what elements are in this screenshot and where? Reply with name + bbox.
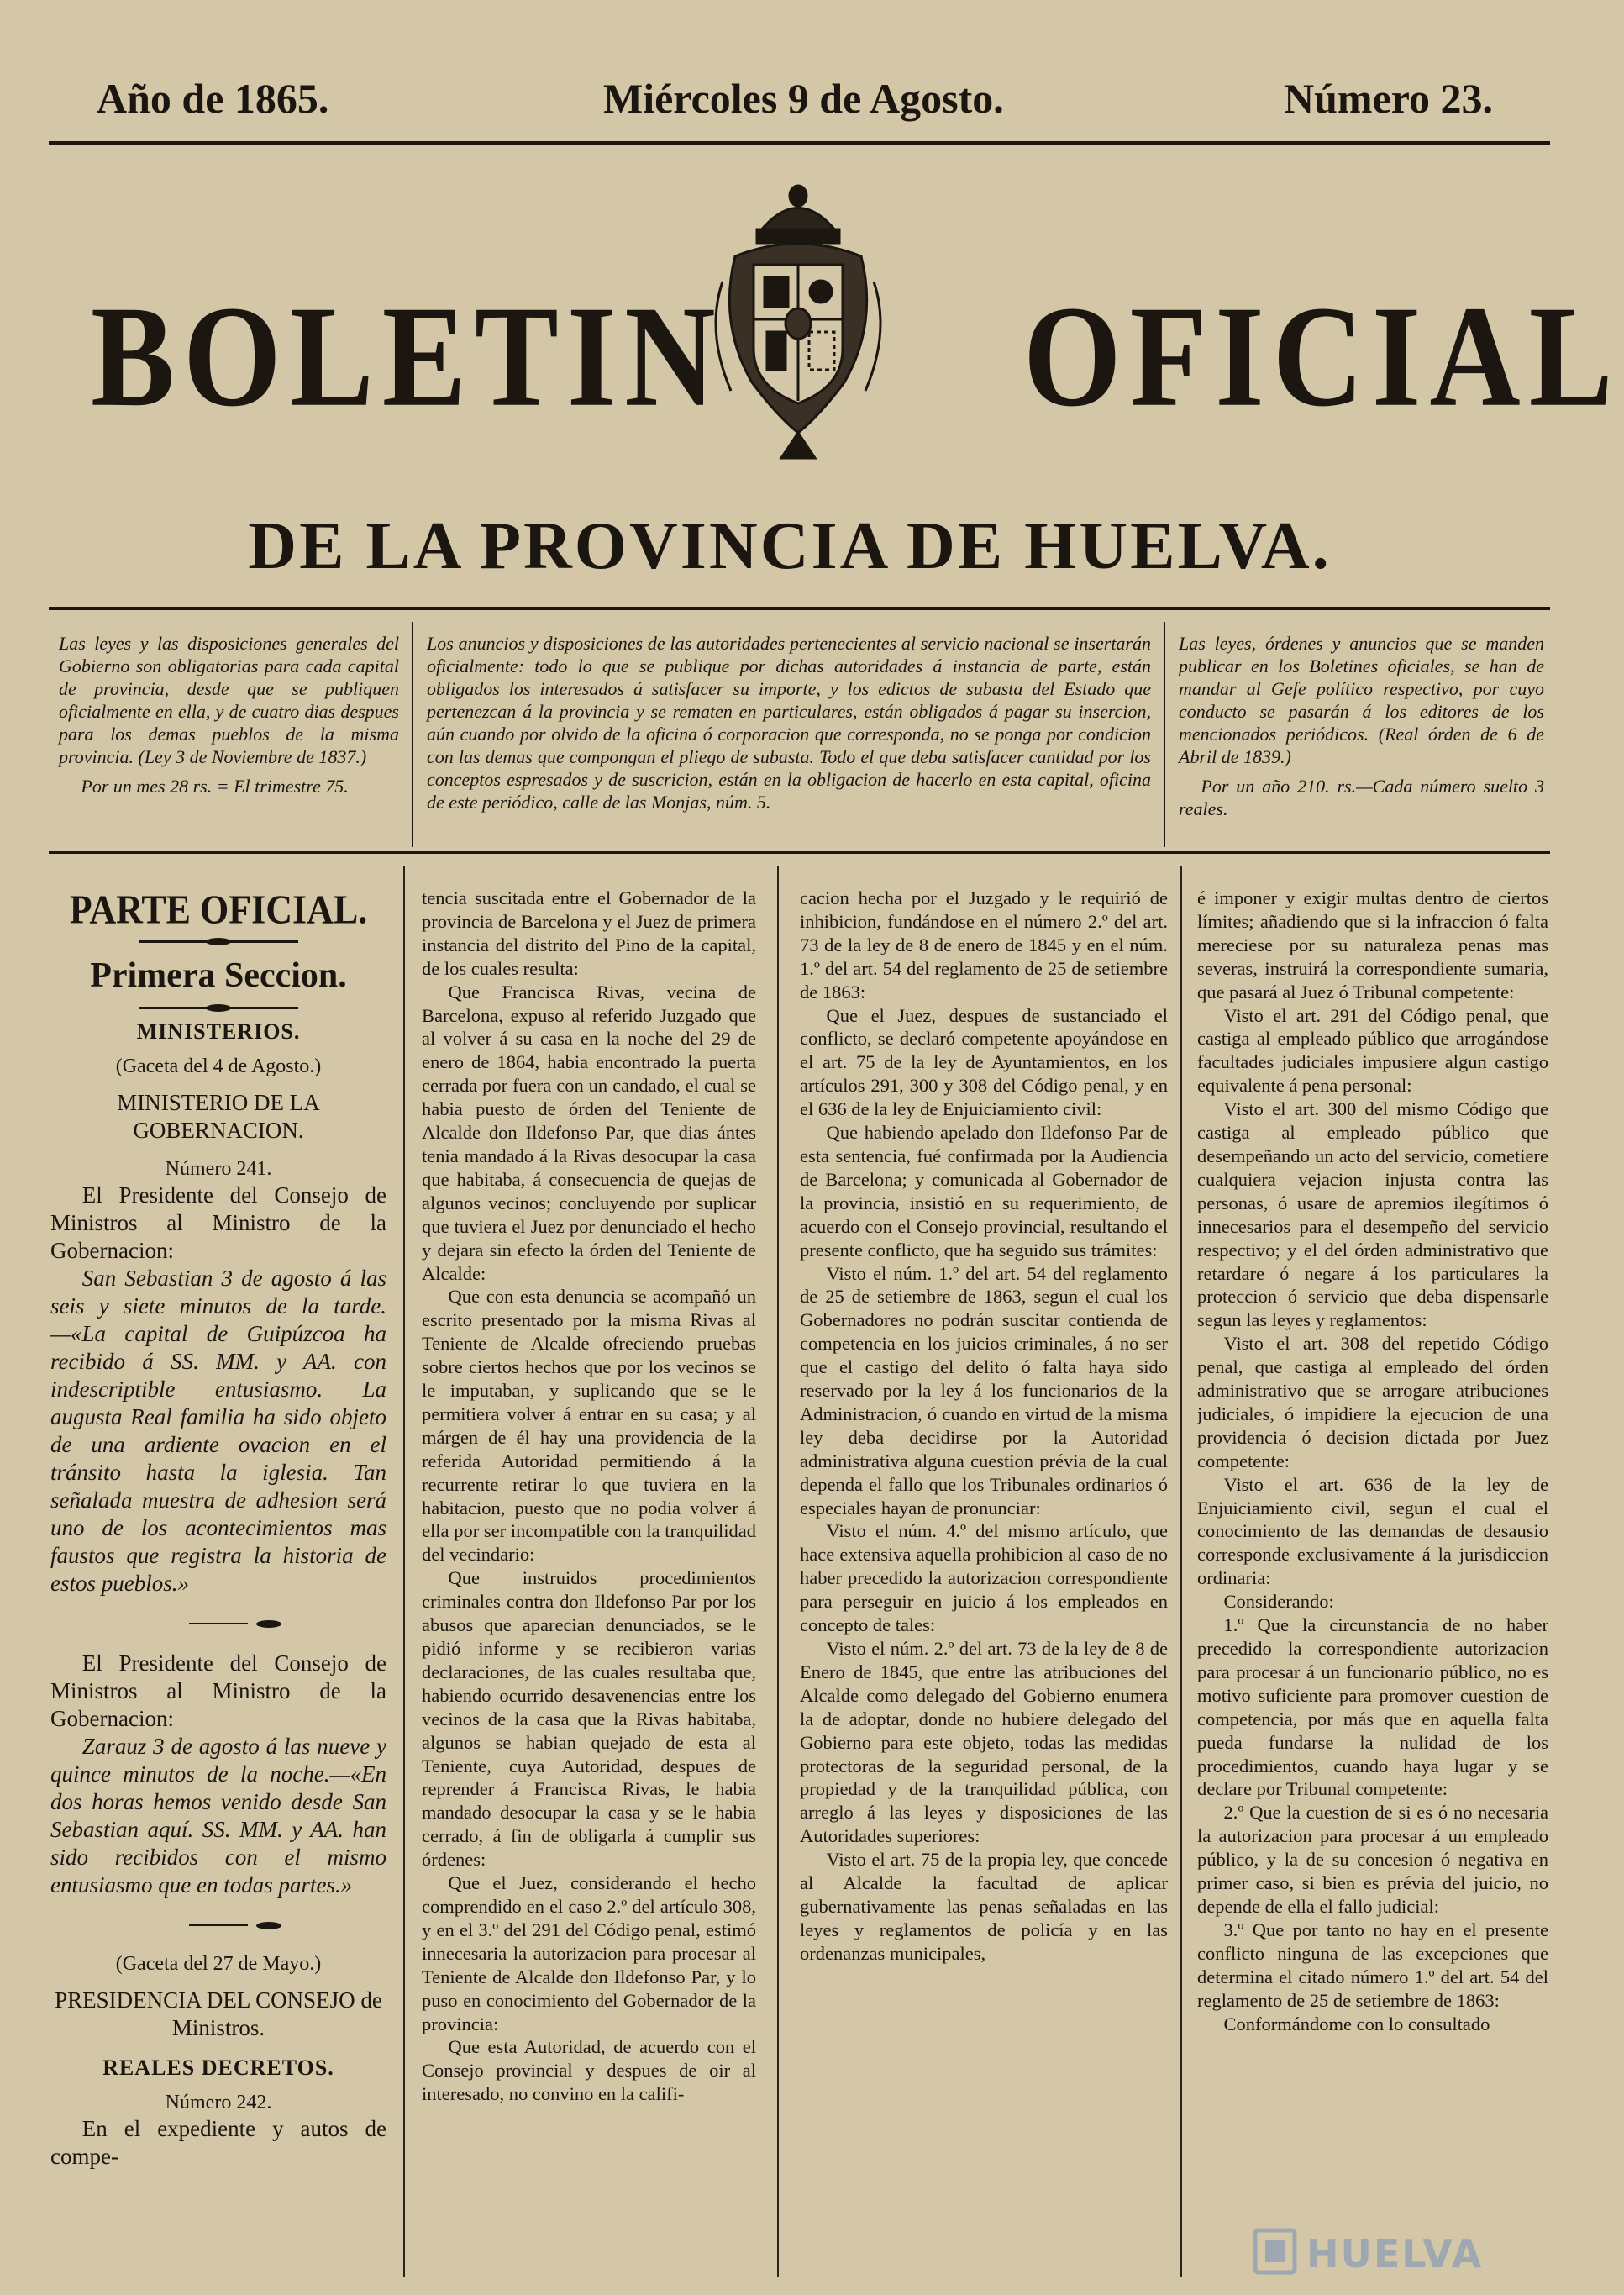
info-left-price: Por un mes 28 rs. = El trimestre 75. xyxy=(81,776,349,797)
short-rule xyxy=(189,1924,248,1926)
royal-crest-icon xyxy=(702,181,895,466)
masthead-subtitle: DE LA PROVINCIA DE HUELVA. xyxy=(248,509,1332,583)
article-paragraph: é imponer y exigir multas dentro de ciertos límites; añadiendo que si la infraccion ó falta mereciese por su naturaleza penas mas severas, instruirá la correspondiente sumaria, que pasará al Juez ó Tribunal competente: xyxy=(1197,887,1548,1003)
article-paragraph: Visto el núm. 1.º del art. 54 del reglamento de 25 de setiembre de 1863, segun el cual los Gobernadores no podrán suscitar contienda de competencia en los juicios criminales, á no ser que el castigo del delito ó falta haya sido reservado por la ley á los funcionarios de la Administracion, ó cuando en virtud de la misma ley deba decidirse por la Autoridad administrativa alguna cuestion prévia de la cual dependa el fallo que los Tribunales ordinarios ó especiales hayan de pronunciar: xyxy=(800,1262,1168,1519)
article-paragraph: tencia suscitada entre el Gobernador de la provincia de Barcelona y el Juez de primera instancia del distrito del Pino de la capital, de los cuales resulta: xyxy=(422,887,756,979)
dateline-number: Número 23. xyxy=(1284,75,1494,122)
article-paragraph: cacion hecha por el Juzgado y le requirió de inhibicion, fundándose en el número 2.º del art. 73 de la ley de 8 de enero de 1845 y en el núm. 1.º del art. 54 del reglamento de 25 de setiembre de 1863: xyxy=(800,887,1168,1003)
ministerio-heading: MINISTERIO DE LA GOBERNACION. xyxy=(117,1090,320,1143)
numero-label: Número 241. xyxy=(165,1158,272,1180)
article-paragraph: El Presidente del Consejo de Ministros al Ministro de la Gobernacion: xyxy=(50,1182,386,1263)
column-1 xyxy=(50,887,386,2282)
parte-oficial-heading: PARTE OFICIAL. xyxy=(69,887,368,933)
article-paragraph: En el expediente y autos de compe- xyxy=(50,2116,386,2169)
article-paragraph: Visto el núm. 4.º del mismo artículo, que hace extensiva aquella prohibicion al caso de no haber precedido la autorizacion correspondiente para perseguir en juicio á los empleados en concepto de tales: xyxy=(800,1520,1168,1636)
article-paragraph: El Presidente del Consejo de Ministros al Ministro de la Gobernacion: xyxy=(50,1650,386,1731)
column-3 xyxy=(800,887,1168,2282)
ornament-divider xyxy=(139,940,298,943)
article-paragraph: 1.º Que la circunstancia de no haber precedido la correspondiente autorizacion para procesar á un funcionario público, no es motivo suficiente para promover cuestion de competencia, por más que en aquella falta pueda fundarse la nulidad de los procedimientos, cuando haya lugar y se declare por Tribunal competente: xyxy=(1197,1614,1548,1800)
article-paragraph: 3.º Que por tanto no hay en el presente conflicto ninguna de las excepciones que determina el citado número 1.º del art. 54 del reglamento de 25 de setiembre de 1863: xyxy=(1197,1919,1548,2011)
ministerios-heading: MINISTERIOS. xyxy=(136,1019,301,1044)
dateline-date: Miércoles 9 de Agosto. xyxy=(603,75,1004,122)
masthead-rule xyxy=(49,607,1550,610)
article-paragraph: Visto el art. 636 de la ley de Enjuiciamiento civil, segun el cual el conocimiento de las demandas de desausio corresponde exclusivamente á la jurisdiccion ordinaria: xyxy=(1197,1473,1548,1589)
numero-label: Número 242. xyxy=(165,2092,272,2113)
ornament-divider xyxy=(139,1007,298,1009)
article-paragraph: Visto el art. 308 del repetido Código penal, que castiga al empleado del órden administrativo que se arrogare atribuciones judiciales, ó impidiere la ejecucion de una providencia ó decision dictada por Juez competente: xyxy=(1197,1333,1548,1471)
archive-logo-icon xyxy=(1252,2227,1298,2276)
info-rule xyxy=(49,851,1550,854)
article-paragraph: Que el Juez, despues de sustanciado el conflicto, se declaró competente apoyándose en el art. 75 de la ley de Ayuntamientos, en los artículos 291, 300 y 308 del Código penal, y en el 636 de la ley de Enjuiciamiento civil: xyxy=(800,1004,1168,1120)
article-paragraph: San Sebastian 3 de agosto á las seis y siete minutos de la tarde.—«La capital de Guipúzcoa ha recibido á SS. MM. y AA. con indescriptible entusiasmo. La augusta Real familia ha sido objeto de una ardiente ovacion en el tránsito hasta la iglesia. Tan señalada muestra de adhesion será uno de los acontecimientos mas faustos que registra la historia de estos pueblos.» xyxy=(50,1266,386,1596)
article-paragraph: 2.º Que la cuestion de si es ó no necesaria la autorizacion para procesar á un empleado público, y la de su concesion ó negativa en primer caso, si bien es prévia del juicio, no depende de ella el fallo judicial: xyxy=(1197,1802,1548,1917)
article-paragraph: Que Francisca Rivas, vecina de Barcelona, expuso al referido Juzgado que al volver á su casa en la noche del 29 de enero de 1864, habia encontrado la puerta cerrada por fuera con un candado, el cual se habia puesto de órden del Teniente de Alcalde don Ildefonso Par, que dias ántes tenia mandado á la Rivas desocupar la casa que habitaba, á consecuencia de quejas de algunos vecinos; concluyendo por suplicar que tuviera el Juez por denunciado el hecho y dejara sin efecto la órden del Teniente de Alcalde: xyxy=(422,981,756,1284)
article-paragraph: Que con esta denuncia se acompañó un escrito presentado por la misma Rivas al Teniente de Alcalde ofreciendo pruebas sobre ciertos hechos que por los vecinos se le imputaban, y suplicando que se le permitiera volver á entrar en su casa; y al márgen de él hay una providencia de la referida Autoridad permitiendo á la recurrente retirar lo que tuviera en la habitacion, puesto que no podia volver á ella por ser incompatible con la tranquilidad del vecindario: xyxy=(422,1286,756,1566)
info-divider-1 xyxy=(412,622,413,847)
masthead-word-right: OFICIAL xyxy=(1023,276,1621,437)
column-4 xyxy=(1197,887,1548,2282)
article-paragraph: Que el Juez, considerando el hecho comprendido en el caso 2.º del artículo 308, y en el 3.º del 291 del Código penal, estimó innecesaria la autorizacion para procesar al Teniente de Alcalde don Ildefonso Par, y lo puso en conocimiento del Gobernador de la provincia: xyxy=(422,1872,756,2034)
info-left-text: Las leyes y las disposiciones generales del Gobierno son obligatorias para cada capital de provincia, desde que se publiquen oficialmente en ella, y de cuatro dias despues para los demas pueblos de la misma provincia. (Ley 3 de Noviembre de 1837.) xyxy=(59,633,399,767)
presidencia-heading: PRESIDENCIA DEL CONSEJO de Ministros. xyxy=(55,1987,382,2040)
column-divider-3 xyxy=(1180,866,1182,2277)
article-paragraph: Zarauz 3 de agosto á las nueve y quince minutos de la noche.—«En dos horas hemos venido desde San Sebastian aquí. SS. MM. y AA. han sido recibidos con el mismo entusiasmo que en todas partes.» xyxy=(50,1734,386,1898)
column-divider-2 xyxy=(777,866,779,2277)
column-2 xyxy=(422,887,756,2282)
article-paragraph: Visto el art. 291 del Código penal, que castiga al empleado público que arrogándose facultades judiciales impusiere algun castigo equivalente á pena personal: xyxy=(1197,1004,1548,1097)
short-rule xyxy=(189,1623,248,1624)
info-divider-2 xyxy=(1164,622,1165,847)
article-paragraph: Que instruidos procedimientos criminales contra don Ildefonso Par por los abusos que aparecian denunciados, se le pidió informe y se recibieron varias declaraciones, de las cuales resultaba que, habiendo ocurrido desavenencias entre los vecinos de la casa que la Rivas habitaba, algunos se habian quejado de esta al Teniente, cuya Autoridad, despues de reprender á Francisca Rivas, le habia mandado desocupar la casa y se le habia cerrado, á fin de obligarla á cumplir sus órdenes: xyxy=(422,1567,756,1871)
gaceta-reference: (Gaceta del 27 de Mayo.) xyxy=(115,1953,322,1975)
dateline-year: Año de 1865. xyxy=(97,75,329,122)
archive-watermark: HUELVA xyxy=(1306,2231,1484,2277)
article-paragraph: Que esta Autoridad, de acuerdo con el Consejo provincial y despues de oir al interesado, no convino en la califi- xyxy=(422,2036,756,2105)
primera-seccion-heading: Primera Seccion. xyxy=(90,956,347,995)
gaceta-reference: (Gaceta del 4 de Agosto.) xyxy=(115,1055,322,1077)
column-divider-1 xyxy=(403,866,405,2277)
info-box-right xyxy=(1179,632,1544,820)
considerando-label: Considerando: xyxy=(1223,1591,1334,1613)
info-center-text: Los anuncios y disposiciones de las autoridades pertenecientes al servicio nacional se insertarán oficialmente: todo lo que se publique por dichas autoridades á instancia de parte, están obligados los interesados á satisfacer su importe, y los edictos de subasta del Estado que pertenezcan á la provincia y se rematen en particulares, están obligados á pagar su insercion, aún cuando por olvido de la oficina ó corporacion que corresponda, no se ponga por condicion con las demas que compongan el pliego de subasta. Todo el que deba satisfacer cantidad por los conceptos espresados y de suscricion, están en la obligacion de hacerlo en esta capital, oficina de este periódico, calle de las Monjas, núm. 5. xyxy=(427,633,1151,813)
masthead-word-left: BOLETIN xyxy=(91,276,724,437)
article-paragraph: Visto el art. 300 del mismo Código que castiga al empleado público que desempeñando un acto del servicio, cometiere cualquiera vejacion injusta contra las personas, ó usare de apremios ilegítimos ó innecesarios para el desempeño del servicio respectivo; y el del órden administrativo que retardare ó negare á los particulares la proteccion ó servicio que deba dispensarle segun las leyes y reglamentos: xyxy=(1197,1098,1548,1331)
article-paragraph: Que habiendo apelado don Ildefonso Par de esta sentencia, fué confirmada por la Audiencia de Barcelona; y comunicada al Gobernador de la provincia, insistió en su requerimiento, de acuerdo con el Consejo provincial, resultando el presente conflicto, que ha seguido sus trámites: xyxy=(800,1122,1168,1261)
info-box-left xyxy=(59,632,399,797)
info-right-text: Las leyes, órdenes y anuncios que se manden publicar en los Boletines oficiales, se han de mandar al Gefe político respectivo, por cuyo conducto se pasarán á los editores de los mencionados periódicos. (Real órden de 6 de Abril de 1839.) xyxy=(1179,633,1544,767)
article-paragraph: Visto el núm. 2.º del art. 73 de la ley de 8 de Enero de 1845, que entre las atribuciones del Alcalde como delegado del Gobierno enumera la de adoptar, donde no hubiere delegado del Gobierno para este objeto, todas las medidas protectoras de la seguridad personal, de la propiedad y de la tranquilidad pública, con arreglo á las leyes y disposiciones de las Autoridades superiores: xyxy=(800,1638,1168,1847)
info-right-price: Por un año 210. rs.—Cada número suelto 3 reales. xyxy=(1179,776,1544,819)
article-paragraph: Visto el art. 75 de la propia ley, que concede al Alcalde la facultad de aplicar gubernativamente las penas señaladas en las leyes y reglamentos de policía y en las ordenanzas municipales, xyxy=(800,1849,1168,1964)
article-paragraph: Conformándome con lo consultado xyxy=(1223,2013,1490,2034)
header-rule xyxy=(49,141,1550,145)
reales-decretos-heading: REALES DECRETOS. xyxy=(102,2055,334,2080)
info-box-center xyxy=(427,632,1151,813)
